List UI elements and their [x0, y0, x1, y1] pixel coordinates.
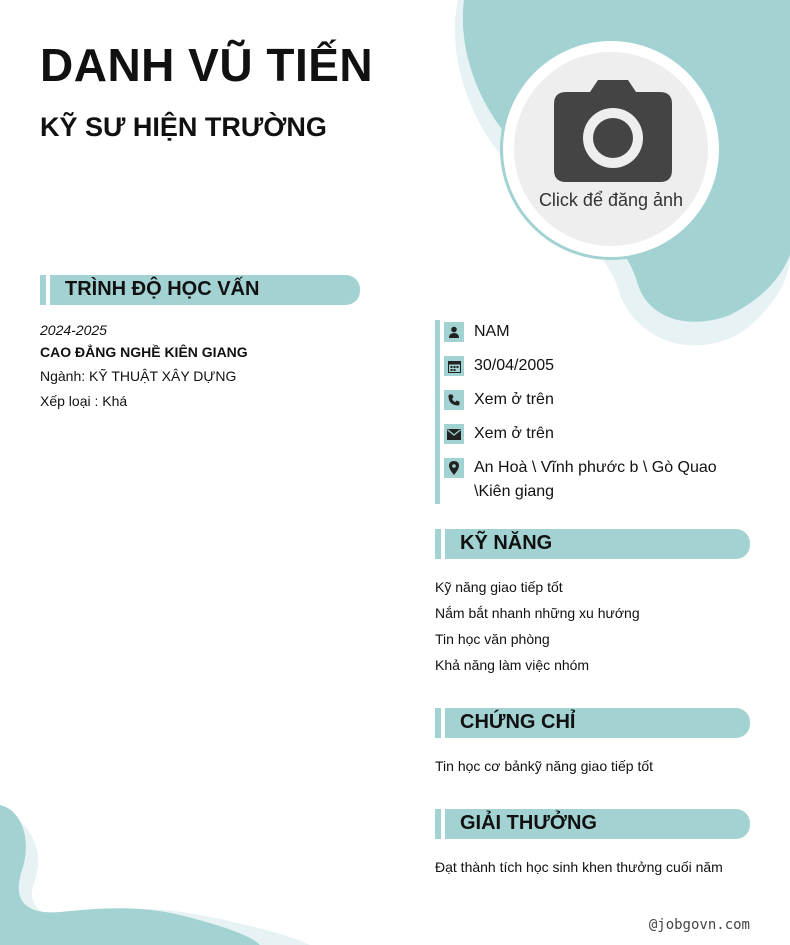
location-pin-icon — [444, 458, 464, 478]
education-heading — [40, 275, 360, 305]
education-year: 2024-2025 — [40, 322, 107, 338]
contact-birthday — [444, 354, 754, 378]
mail-icon — [444, 424, 464, 444]
contact-gender — [444, 320, 754, 344]
certificates-heading — [435, 708, 750, 738]
camera-icon — [554, 80, 672, 182]
education-major: Ngành: KỸ THUẬT XÂY DỰNG — [40, 368, 237, 384]
awards-heading — [435, 809, 750, 839]
job-title: KỸ SƯ HIỆN TRƯỜNG — [40, 112, 327, 142]
watermark: @jobgovn.com — [648, 917, 750, 933]
list-item: Nắm bắt nhanh những xu hướng — [435, 605, 640, 621]
photo-upload[interactable] — [500, 38, 722, 260]
photo-upload-label: Click để đăng ảnh — [538, 190, 684, 210]
person-icon — [444, 322, 464, 342]
certificates-title: CHỨNG CHỈ — [460, 711, 576, 733]
awards-text: Đạt thành tích học sinh khen thưởng cuối năm — [435, 859, 723, 875]
education-title: TRÌNH ĐỘ HỌC VẤN — [65, 278, 260, 300]
contact-address — [444, 456, 754, 504]
birthday-value: 30/04/2005 — [474, 357, 555, 374]
list-item: Khả năng làm việc nhóm — [435, 657, 590, 673]
education-entry — [40, 322, 370, 418]
gender-value: NAM — [474, 323, 510, 340]
contact-accent-bar — [435, 320, 440, 504]
phone-icon — [444, 390, 464, 410]
education-school: CAO ĐẲNG NGHỀ KIÊN GIANG — [40, 344, 248, 360]
contact-phone — [444, 388, 754, 412]
list-item: Kỹ năng giao tiếp tốt — [435, 579, 563, 595]
awards-title: GIẢI THƯỞNG — [460, 812, 597, 834]
phone-value: Xem ở trên — [474, 391, 554, 408]
calendar-icon — [444, 356, 464, 376]
skills-heading — [435, 529, 750, 559]
skills-list — [435, 574, 755, 678]
address-value: An Hoà \ Vĩnh phước b \ Gò Quao \Kiên giang — [474, 459, 717, 500]
skills-title: KỸ NĂNG — [460, 532, 553, 554]
education-grade: Xếp loại : Khá — [40, 393, 128, 409]
list-item: Tin học văn phòng — [435, 631, 550, 647]
candidate-name: DANH VŨ TIẾN — [40, 39, 374, 91]
email-value: Xem ở trên — [474, 425, 554, 442]
photo-placeholder — [514, 52, 708, 246]
certificates-text: Tin học cơ bảnkỹ năng giao tiếp tốt — [435, 758, 654, 774]
contact-email — [444, 422, 754, 446]
